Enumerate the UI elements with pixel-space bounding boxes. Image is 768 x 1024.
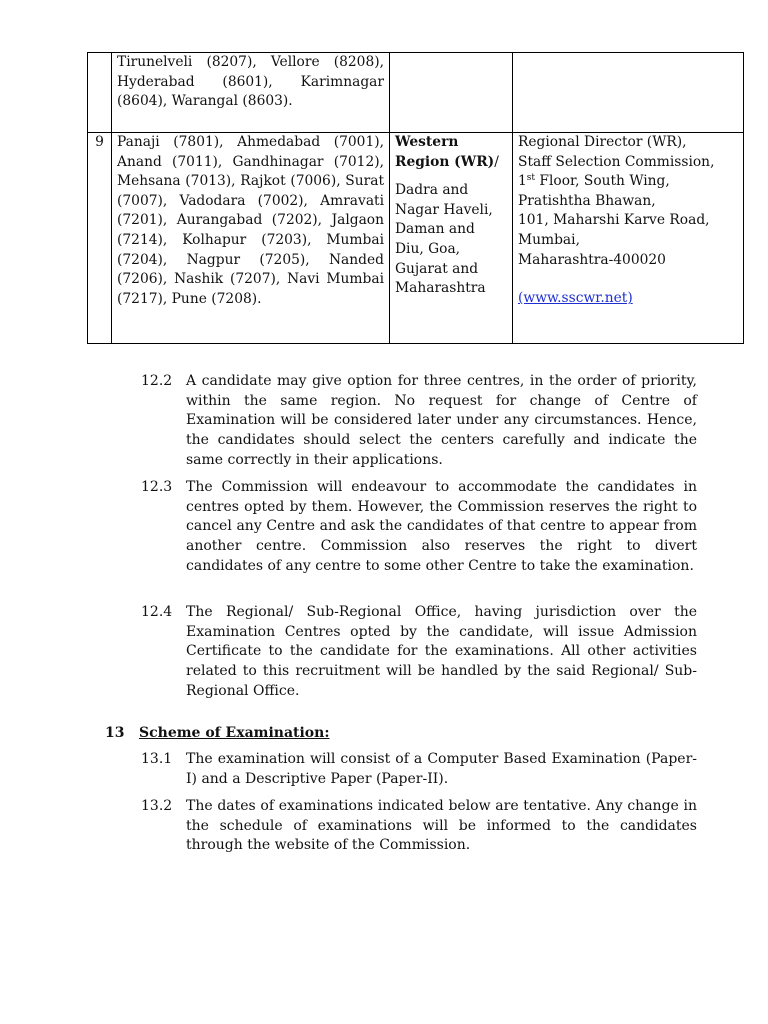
serial-number-cell: 9: [88, 133, 112, 344]
paragraph-text: The Commission will endeavour to accommodate the candidates in centres opted by them. However, the Commission reserves the right to cancel any Centre and ask the candidates of that centre to appear from another centre. Commission also reserves the right to divert candidates of any centre to some other Centre to take the examination.: [186, 479, 697, 574]
centres-cell: Panaji (7801), Ahmedabad (7001), Anand (7011), Gandhinagar (7012), Mehsana (7013), Rajkot (7006), Surat (7007), Vadodara (7002), Amravati (7201), Aurangabad (7202), Jalgaon (7214), Kolhapur (7203), Mumbai (7204), Nagpur (7205), Nanded (7206), Nashik (7207), Navi Mumbai (7217), Pune (7208).: [112, 133, 390, 344]
address-line: 101, Maharshi Karve Road, Mumbai,: [518, 212, 710, 248]
address-line: [518, 172, 738, 192]
address-floor-superscript: st: [526, 173, 536, 184]
address-line: Staff Selection Commission,: [518, 153, 715, 170]
paragraph-13-2: [141, 797, 697, 856]
section-number: 13: [105, 725, 125, 741]
paragraph-12-4: [141, 603, 697, 702]
paragraph-number: 13.1: [141, 751, 173, 767]
paragraph-number: 13.2: [141, 798, 173, 814]
address-cell: [513, 53, 744, 133]
table-row: [88, 133, 744, 344]
address-line: Pratishtha Bhawan,: [518, 192, 656, 209]
region-cell: [390, 53, 513, 133]
paragraph-number: 12.4: [141, 604, 173, 620]
address-line: Maharashtra-400020: [518, 251, 666, 268]
paragraph-text: A candidate may give option for three centres, in the order of priority, within the same region. No request for change of Centre of Examination will be considered later under any circumstances. Hence, the candidates should select the centers carefully and indicate the same correctly in their applications.: [186, 373, 697, 468]
address-cell: [513, 133, 744, 344]
paragraph-text: The examination will consist of a Computer Based Examination (Paper-I) and a Descriptive Paper (Paper-II).: [186, 751, 697, 787]
website-link[interactable]: (www.sscwr.net): [518, 290, 633, 307]
paragraph-text: The Regional/ Sub-Regional Office, having jurisdiction over the Examination Centres opted by the candidate, will issue Admission Certificate to the candidate for the examinations. All other activities related to this recruitment will be handled by the said Regional/ Sub-Regional Office.: [186, 604, 697, 699]
paragraph-13-1: [141, 750, 697, 789]
region-title-suffix: /: [494, 153, 499, 170]
section-13-heading: [105, 723, 330, 743]
paragraph-12-3: [141, 478, 697, 577]
address-line: Regional Director (WR),: [518, 134, 687, 150]
centres-cell: Tirunelveli (8207), Vellore (8208), Hyderabad (8601), Karimnagar (8604), Warangal (8603).: [112, 53, 390, 133]
region-title: Western Region (WR): [395, 134, 495, 170]
table-row: [88, 53, 744, 133]
paragraph-12-2: [141, 372, 697, 471]
exam-centres-table: [87, 52, 744, 344]
address-floor-rest: Floor, South Wing,: [535, 173, 670, 190]
region-cell: [390, 133, 513, 344]
region-states: Dadra and Nagar Haveli, Daman and Diu, Goa, Gujarat and Maharashtra: [395, 182, 493, 297]
paragraph-text: The dates of examinations indicated below are tentative. Any change in the schedule of examinations will be informed to the candidates through the website of the Commission.: [186, 798, 697, 854]
section-title: Scheme of Examination:: [139, 725, 330, 741]
paragraph-number: 12.3: [141, 479, 173, 495]
address-floor-number: 1: [518, 173, 527, 190]
paragraph-number: 12.2: [141, 373, 173, 389]
serial-number-cell: [88, 53, 112, 133]
